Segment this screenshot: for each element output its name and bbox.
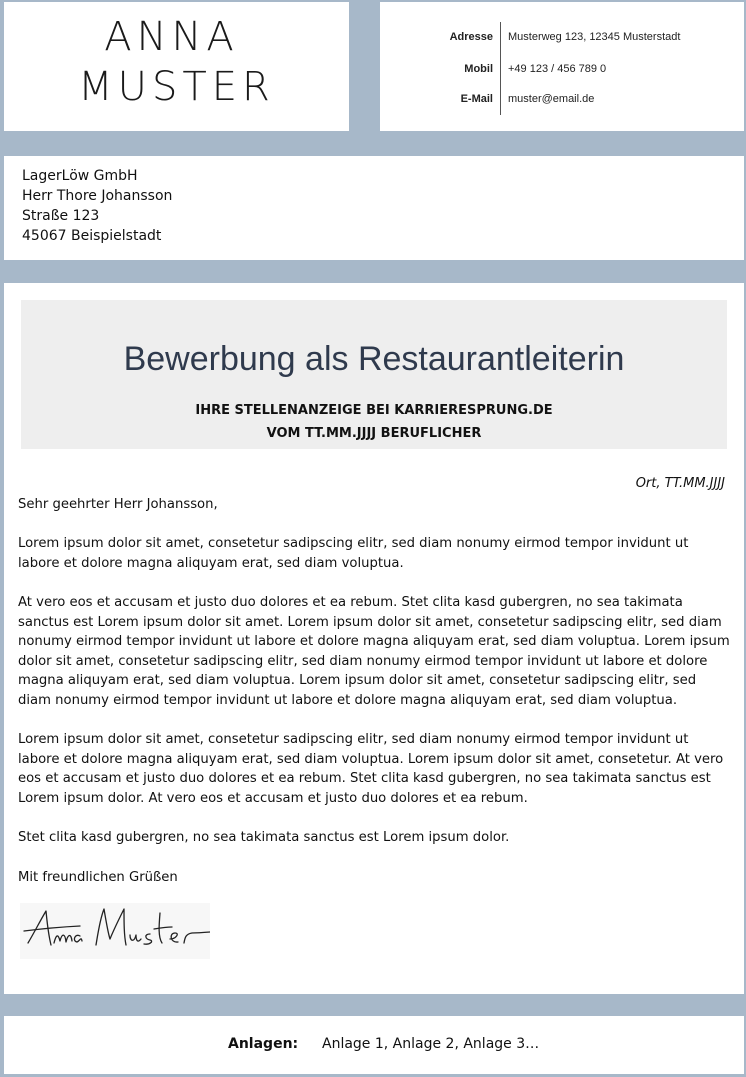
signature-image bbox=[20, 903, 210, 959]
contact-divider bbox=[500, 22, 501, 115]
body-paragraph: At vero eos et accusam et justo duo dolores et ea rebum. Stet clita kasd gubergren, no sea takimata sanctus est Lorem ipsum dolor sit amet. Lorem ipsum dolor sit amet, consetetur sadipscing elitr, sed diam nonumy eirmod tempor invidunt ut labore et dolore magna aliquyam erat, sed diam voluptua. Lorem ipsum dolor sit amet, consetetur sadipscing elitr, sed diam nonumy eirmod tempor invidunt ut labore et dolore magna aliquyam erat, sed diam voluptua. Lorem ipsum dolor sit amet, consetetur sadipscing elitr, sed diam nonumy eirmod tempor invidunt ut labore et dolore magna aliquyam erat, sed diam voluptua. bbox=[18, 595, 730, 708]
recipient-person: Herr Thore Johansson bbox=[22, 188, 173, 204]
place-date: Ort, TT.MM.JJJJ bbox=[635, 476, 725, 491]
body-paragraph: Lorem ipsum dolor sit amet, consetetur sadipscing elitr, sed diam nonumy eirmod tempor invidunt ut labore et dolore magna aliquyam erat, sed diam voluptua. bbox=[18, 536, 689, 571]
attachments-panel bbox=[4, 1016, 744, 1074]
mobile-value: +49 123 / 456 789 0 bbox=[508, 63, 607, 75]
letter-panel bbox=[4, 283, 744, 994]
salutation: Sehr geehrter Herr Johansson, bbox=[18, 497, 218, 512]
body-paragraph: Stet clita kasd gubergren, no sea takimata sanctus est Lorem ipsum dolor. bbox=[18, 830, 510, 845]
address-label: Adresse bbox=[449, 31, 493, 43]
last-name: MUSTER bbox=[78, 64, 275, 110]
recipient-company: LagerLöw GmbH bbox=[22, 168, 138, 184]
attachments-value: Anlage 1, Anlage 2, Anlage 3… bbox=[322, 1036, 540, 1052]
email-value: muster@email.de bbox=[508, 93, 595, 105]
reference-line-2: VOM TT.MM.JJJJ BERUFLICHER bbox=[266, 426, 482, 441]
address-value: Musterweg 123, 12345 Musterstadt bbox=[508, 31, 681, 43]
email-label: E-Mail bbox=[460, 93, 493, 105]
recipient-city: 45067 Beispielstadt bbox=[22, 228, 162, 244]
mobile-label: Mobil bbox=[464, 63, 493, 75]
attachments-label: Anlagen: bbox=[228, 1036, 299, 1052]
closing: Mit freundlichen Grüßen bbox=[18, 870, 178, 885]
first-name: ANNA bbox=[104, 14, 239, 60]
handwritten-signature bbox=[20, 903, 210, 959]
reference-line-1: IHRE STELLENANZEIGE BEI KARRIERESPRUNG.DE bbox=[195, 403, 553, 418]
name-header-panel bbox=[4, 2, 349, 131]
body-paragraph: Lorem ipsum dolor sit amet, consetetur sadipscing elitr, sed diam nonumy eirmod tempor invidunt ut labore et dolore magna aliquyam erat, sed diam voluptua. Lorem ipsum dolor sit amet, consetetur. At vero eos et accusam et justo duo dolores et ea rebum. Stet clita kasd gubergren, no sea takimata sanctus est Lorem ipsum dolor. At vero eos et accusam et justo duo dolores et ea rebum. bbox=[18, 732, 724, 806]
title-box bbox=[21, 300, 727, 449]
contact-panel bbox=[380, 2, 744, 131]
recipient-panel bbox=[4, 156, 744, 260]
recipient-street: Straße 123 bbox=[22, 208, 100, 224]
letter-title: Bewerbung als Restaurantleiterin bbox=[123, 340, 625, 378]
